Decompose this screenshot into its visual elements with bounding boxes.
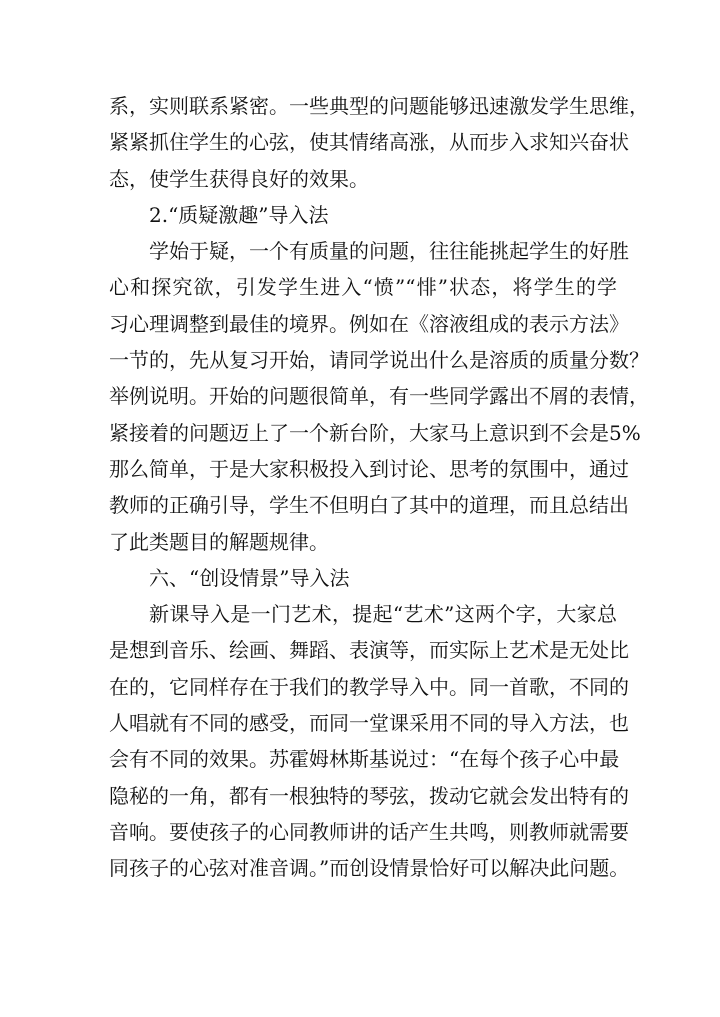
text-line: 在的，它同样存在于我们的教学导入中。同一首歌，不同的 (109, 674, 629, 699)
text-line: 教师的正确引导，学生不但明白了其中的道理，而且总结出 (109, 493, 629, 518)
section-heading: 六、“创设情景”导入法 (149, 565, 350, 590)
document-body (109, 88, 649, 887)
text-line: 会有不同的效果。苏霍姆林斯基说过：“在每个孩子心中最 (109, 747, 620, 772)
text-line: 隐秘的一角，都有一根独特的琴弦，拨动它就会发出特有的 (109, 783, 629, 808)
text-line: 心和探究欲，引发学生进入“愤”“悱”状态，将学生的学 (109, 275, 617, 300)
text-line: 新课导入是一门艺术，提起“艺术”这两个字，大家总 (149, 602, 617, 627)
text-line: 了此类题目的解题规律。 (109, 529, 329, 554)
text-line: 态，使学生获得良好的效果。 (109, 166, 369, 191)
text-line: 一节的，先从复习开始，请同学说出什么是溶质的质量分数？ (109, 348, 649, 373)
text-line: 是想到音乐、绘画、舞蹈、表演等，而实际上艺术是无处比 (109, 638, 629, 663)
text-line: 举例说明。开始的问题很简单，有一些同学露出不屑的表情， (109, 384, 649, 409)
text-line: 系，实则联系紧密。一些典型的问题能够迅速激发学生思维， (109, 94, 649, 118)
text-line: 音响。要使孩子的心同教师讲的话产生共鸣，则教师就需要 (109, 819, 629, 844)
text-line: 紧接着的问题迈上了一个新台阶，大家马上意识到不会是5% (109, 420, 641, 445)
text-line: 学始于疑，一个有质量的问题，往往能挑起学生的好胜 (149, 239, 629, 264)
text-line: 人唱就有不同的感受，而同一堂课采用不同的导入方法，也 (109, 711, 629, 736)
text-line: 习心理调整到最佳的境界。例如在《溶液组成的表示方法》 (109, 311, 629, 336)
text-line: 同孩子的心弦对准音调。”而创设情景恰好可以解决此问题。 (109, 856, 630, 881)
section-heading: 2.“质疑激趣”导入法 (149, 202, 329, 227)
text-line: 那么简单，于是大家积极投入到讨论、思考的氛围中，通过 (109, 456, 629, 481)
text-line: 紧紧抓住学生的心弦，使其情绪高涨，从而步入求知兴奋状 (109, 130, 629, 155)
